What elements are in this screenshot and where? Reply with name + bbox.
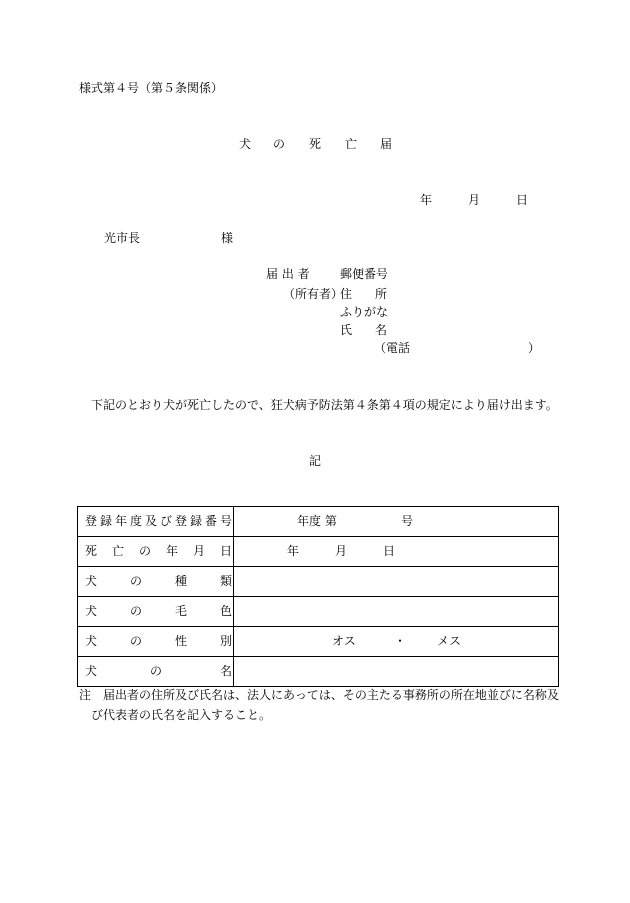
label-char: 死 bbox=[85, 544, 98, 558]
label-char: の bbox=[130, 604, 143, 618]
row-label-breed bbox=[78, 567, 234, 597]
sex-value-cell bbox=[234, 627, 559, 657]
note-line-1: 注 届出者の住所及び氏名は、法人にあっては、その主たる事務所の所在地並びに名称及 bbox=[79, 688, 559, 702]
label-char: 犬 bbox=[85, 604, 98, 618]
note-line-2: び代表者の氏名を記入すること。 bbox=[91, 708, 272, 722]
label-char: 及 bbox=[145, 514, 158, 528]
address-label-char: 住 bbox=[340, 287, 353, 301]
table-row bbox=[78, 627, 559, 657]
table-row bbox=[78, 507, 559, 537]
label-char: 性 bbox=[175, 634, 188, 648]
date-day-label: 日 bbox=[516, 193, 529, 207]
label-char: 番 bbox=[205, 514, 218, 528]
title-char: 死 bbox=[309, 137, 322, 151]
label-char: の bbox=[150, 664, 163, 678]
table-row bbox=[78, 597, 559, 627]
label-char: 色 bbox=[220, 604, 233, 618]
applicant-owner-label: （所有者） bbox=[283, 287, 344, 301]
label-char: 号 bbox=[220, 514, 233, 528]
label-char: 録 bbox=[100, 514, 113, 528]
label-char: 犬 bbox=[85, 574, 98, 588]
death-year-label: 年 bbox=[287, 544, 300, 558]
label-char: 月 bbox=[193, 544, 206, 558]
row-label-registration bbox=[78, 507, 234, 537]
label-char: 度 bbox=[130, 514, 143, 528]
label-char: の bbox=[130, 634, 143, 648]
statement-text: 下記のとおり犬が死亡したので、狂犬病予防法第４条第４項の規定により届け出ます。 bbox=[91, 398, 558, 412]
label-char: 毛 bbox=[175, 604, 188, 618]
phone-label: （電話 bbox=[374, 341, 411, 355]
label-char: 種 bbox=[175, 574, 188, 588]
name-label-char: 氏 bbox=[340, 323, 353, 337]
label-char: 録 bbox=[190, 514, 203, 528]
label-char: 登 bbox=[175, 514, 188, 528]
address-label-char: 所 bbox=[375, 287, 388, 301]
number-suffix-label: 号 bbox=[401, 514, 414, 528]
label-char: 日 bbox=[220, 544, 233, 558]
date-month-label: 月 bbox=[468, 193, 481, 207]
title-char: 届 bbox=[380, 137, 393, 151]
death-day-label: 日 bbox=[383, 544, 396, 558]
row-label-death-date bbox=[78, 537, 234, 567]
label-char: 犬 bbox=[85, 634, 98, 648]
row-label-sex bbox=[78, 627, 234, 657]
registration-value-cell[interactable] bbox=[234, 507, 559, 537]
label-char: 年 bbox=[166, 544, 179, 558]
label-char: び bbox=[160, 514, 173, 528]
ki-heading: 記 bbox=[309, 454, 322, 468]
title-char: 亡 bbox=[345, 137, 358, 151]
sex-option-female[interactable]: メス bbox=[437, 634, 462, 648]
applicant-label: 届 出 者 bbox=[266, 267, 310, 281]
form-number: 様式第４号（第５条関係） bbox=[79, 81, 224, 95]
sex-option-separator: ・ bbox=[394, 634, 407, 648]
addressee-honorific: 様 bbox=[221, 231, 234, 245]
row-label-coat-color bbox=[78, 597, 234, 627]
death-month-label: 月 bbox=[335, 544, 348, 558]
furigana-label: ふりがな bbox=[340, 305, 389, 319]
title-char: の bbox=[273, 137, 286, 151]
label-char: 類 bbox=[220, 574, 233, 588]
postal-code-label: 郵便番号 bbox=[340, 267, 389, 281]
breed-value-cell[interactable] bbox=[234, 567, 559, 597]
sex-option-male[interactable]: オス bbox=[332, 634, 356, 648]
table-row bbox=[78, 567, 559, 597]
label-char: 年 bbox=[115, 514, 128, 528]
dog-name-value-cell[interactable] bbox=[234, 657, 559, 687]
label-char: 亡 bbox=[112, 544, 125, 558]
row-label-dog-name bbox=[78, 657, 234, 687]
label-char: の bbox=[139, 544, 152, 558]
name-label-char: 名 bbox=[375, 323, 388, 337]
title-char: 犬 bbox=[239, 137, 252, 151]
label-char: 名 bbox=[220, 664, 233, 678]
phone-close-paren: ） bbox=[528, 341, 541, 355]
form-table bbox=[77, 506, 559, 687]
death-date-value-cell[interactable] bbox=[234, 537, 559, 567]
fiscal-year-no-label: 年度 第 bbox=[297, 514, 337, 528]
label-char: 犬 bbox=[85, 664, 98, 678]
table-row bbox=[78, 537, 559, 567]
label-char: 別 bbox=[220, 634, 233, 648]
coat-color-value-cell[interactable] bbox=[234, 597, 559, 627]
table-row bbox=[78, 657, 559, 687]
label-char: の bbox=[130, 574, 143, 588]
addressee-city: 光市長 bbox=[104, 231, 141, 245]
date-year-label: 年 bbox=[420, 193, 433, 207]
label-char: 登 bbox=[85, 514, 98, 528]
